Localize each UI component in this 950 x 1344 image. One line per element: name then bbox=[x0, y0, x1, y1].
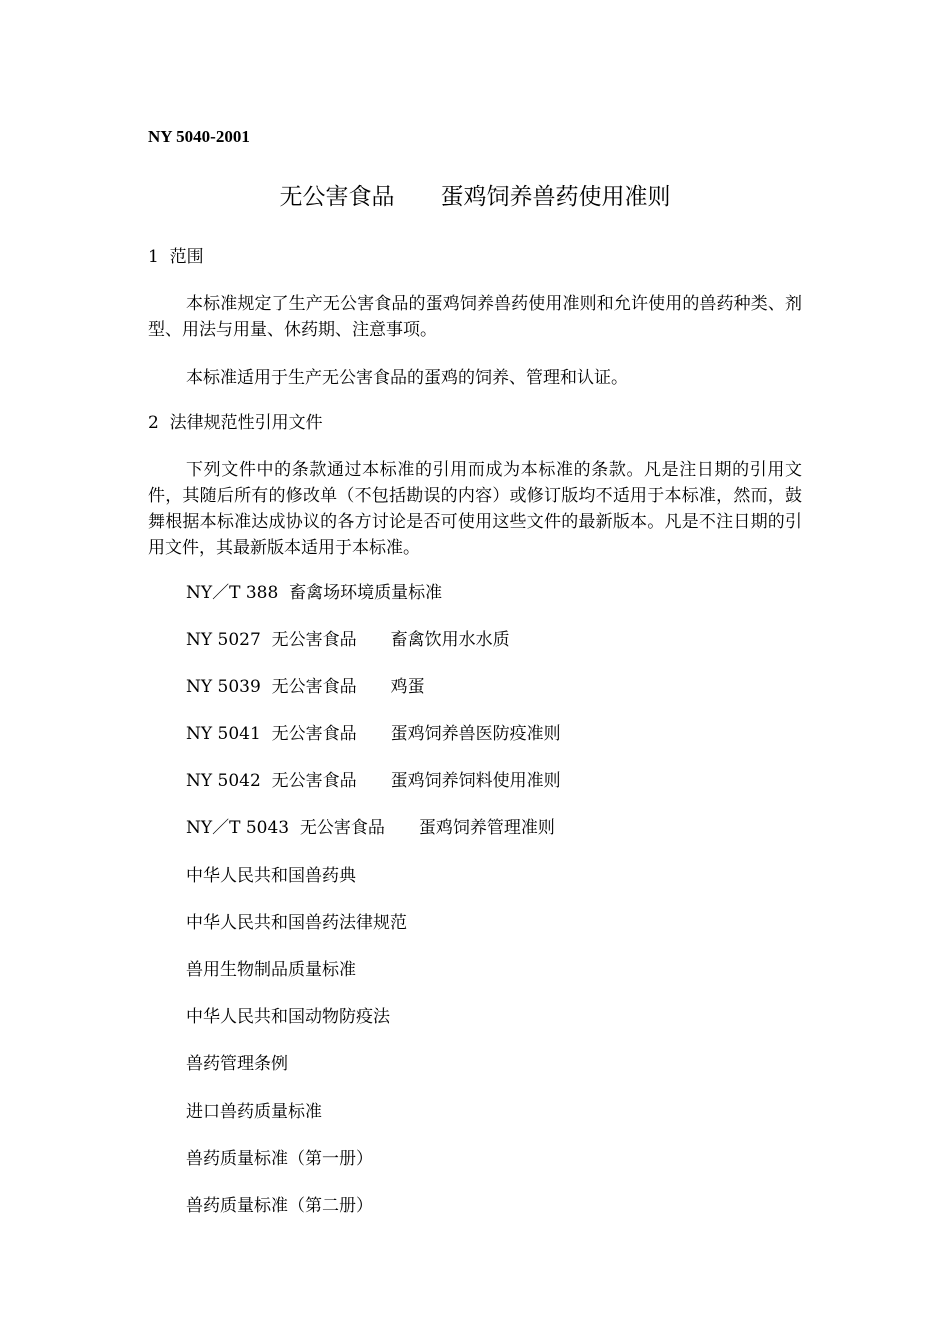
scope-paragraph-1: 本标准规定了生产无公害食品的蛋鸡饲养兽药使用准则和允许使用的兽药种类、剂型、用法与用量、休药期、注意事项。 bbox=[148, 294, 802, 340]
scope-paragraph-2: 本标准适用于生产无公害食品的蛋鸡的饲养、管理和认证。 bbox=[186, 368, 628, 388]
references-intro-paragraph: 下列文件中的条款通过本标准的引用而成为本标准的条款。凡是注日期的引用文件，其随后所有的修改单（不包括勘误的内容）或修订版均不适用于本标准，然而，鼓舞根据本标准达成协议的各方讨论是否可使用这些文件的最新版本。凡是不注日期的引用文件，其最新版本适用于本标准。 bbox=[148, 460, 802, 558]
reference-item: 兽药管理条例 bbox=[186, 1054, 288, 1074]
reference-item: 中华人民共和国兽药典 bbox=[186, 866, 356, 886]
reference-item: 兽药质量标准（第二册） bbox=[186, 1196, 373, 1216]
reference-item: 中华人民共和国动物防疫法 bbox=[186, 1007, 390, 1027]
reference-item: NY 5041 无公害食品 蛋鸡饲养兽医防疫准则 bbox=[186, 724, 561, 744]
document-title: 无公害食品 蛋鸡饲养兽药使用准则 bbox=[279, 184, 671, 210]
reference-item: 兽用生物制品质量标准 bbox=[186, 960, 356, 980]
standard-code: NY 5040-2001 bbox=[148, 127, 250, 146]
reference-item: NY／T 5043 无公害食品 蛋鸡饲养管理准则 bbox=[186, 818, 555, 838]
reference-item: NY 5027 无公害食品 畜禽饮用水水质 bbox=[186, 630, 510, 650]
reference-item: 中华人民共和国兽药法律规范 bbox=[186, 913, 407, 933]
reference-item: 进口兽药质量标准 bbox=[186, 1102, 322, 1122]
reference-item: NY／T 388 畜禽场环境质量标准 bbox=[186, 583, 443, 603]
section-heading-normative-references: 2 法律规范性引用文件 bbox=[148, 413, 323, 433]
section-heading-scope: 1 范围 bbox=[148, 247, 204, 267]
reference-item: NY 5039 无公害食品 鸡蛋 bbox=[186, 677, 425, 697]
reference-item: NY 5042 无公害食品 蛋鸡饲养饲料使用准则 bbox=[186, 771, 561, 791]
reference-item: 兽药质量标准（第一册） bbox=[186, 1149, 373, 1169]
